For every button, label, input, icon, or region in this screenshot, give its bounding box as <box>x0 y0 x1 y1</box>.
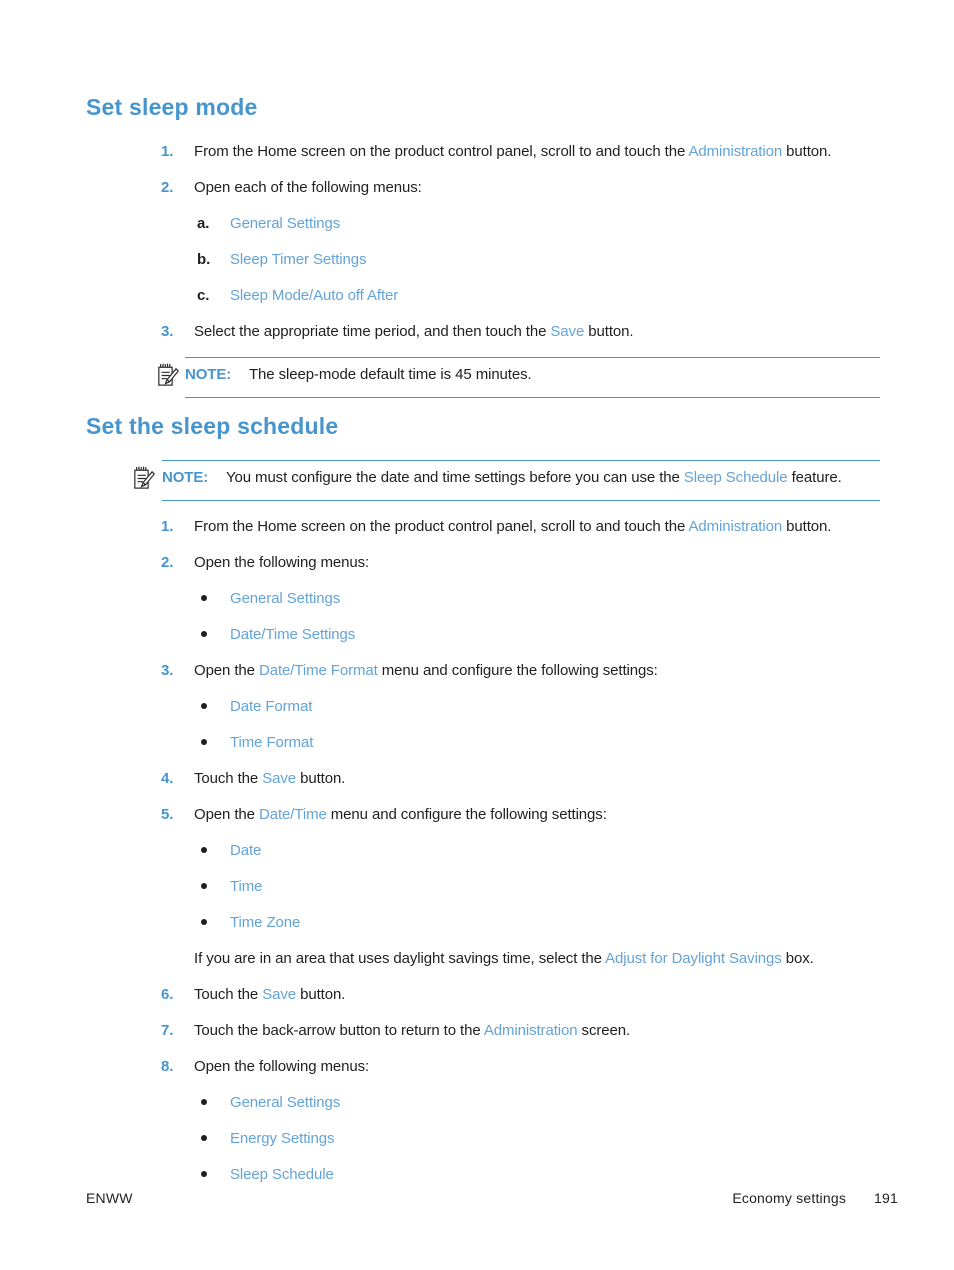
numbered-step <box>161 552 880 573</box>
text-run: Touch the back-arrow button to return to the <box>194 1022 484 1039</box>
bullet-text <box>230 732 880 753</box>
text-run: Open each of the following menus: <box>194 179 422 196</box>
text-run: Open the following menus: <box>194 1058 370 1075</box>
text-run: Open the <box>194 806 259 823</box>
step-text <box>194 660 880 681</box>
text-run: Touch the <box>194 986 263 1003</box>
text-run: button. <box>584 323 634 340</box>
bullet-icon <box>201 883 207 889</box>
bullet-item <box>198 624 880 645</box>
lettered-substep <box>197 213 880 234</box>
bullet-cell <box>198 912 230 925</box>
bullet-item <box>198 840 880 861</box>
bullet-text <box>230 1092 880 1113</box>
bullet-cell <box>198 696 230 709</box>
note-label: NOTE: <box>185 366 232 383</box>
bullet-cell <box>198 876 230 889</box>
inline-link[interactable]: Date/Time Format <box>258 662 378 679</box>
inline-link[interactable]: Administration <box>483 1022 578 1039</box>
inline-link[interactable]: Save <box>262 770 297 787</box>
bullet-text <box>230 696 880 717</box>
step-text <box>194 804 880 825</box>
text-run: Touch the <box>194 770 263 787</box>
bullet-icon <box>201 631 207 637</box>
section-blocks <box>86 460 880 1185</box>
numbered-step <box>161 321 880 342</box>
substep-text <box>230 213 880 234</box>
bullet-cell <box>198 1164 230 1177</box>
step-text <box>194 552 880 573</box>
substep-letter: c. <box>197 287 210 304</box>
footer-page-number: 191 <box>874 1190 898 1206</box>
text-run: From the Home screen on the product control panel, scroll to and touch the <box>194 143 689 160</box>
page-footer <box>86 1190 898 1206</box>
text-run: screen. <box>577 1022 631 1039</box>
numbered-step <box>161 516 880 537</box>
footer-section-name: Economy settings <box>732 1190 847 1206</box>
note-body <box>185 357 880 398</box>
step-text <box>194 984 880 1005</box>
substep-text <box>230 285 880 306</box>
inline-link[interactable]: General Settings <box>230 1094 341 1111</box>
step-text <box>194 768 880 789</box>
bullet-icon <box>201 739 207 745</box>
bullet-cell <box>198 840 230 853</box>
numbered-step <box>161 141 880 162</box>
paragraph <box>194 948 880 969</box>
footer-enww: ENWW <box>86 1190 133 1206</box>
inline-link[interactable]: Administration <box>688 518 783 535</box>
inline-link[interactable]: Administration <box>688 143 783 160</box>
bullet-item <box>198 1128 880 1149</box>
bullet-text <box>230 1164 880 1185</box>
step-text <box>194 321 880 342</box>
note-icon <box>157 357 185 395</box>
step-text <box>194 177 880 198</box>
inline-link[interactable]: Sleep Mode/Auto off After <box>230 287 399 304</box>
substep-text <box>230 249 880 270</box>
substep-letter: a. <box>197 215 210 232</box>
step-text <box>194 1020 880 1041</box>
step-number: 1. <box>161 143 174 160</box>
text-run: If you are in an area that uses daylight savings time, select the <box>194 950 606 967</box>
bullet-item <box>198 696 880 717</box>
bullet-item <box>198 1164 880 1185</box>
inline-link[interactable]: General Settings <box>230 590 341 607</box>
inline-link[interactable]: Save <box>262 986 297 1003</box>
text-run: Open the <box>194 662 259 679</box>
text-run: button. <box>782 143 832 160</box>
numbered-step <box>161 1020 880 1041</box>
step-number: 7. <box>161 1022 174 1039</box>
step-text <box>194 1056 880 1077</box>
step-number: 6. <box>161 986 174 1003</box>
bullet-cell <box>198 588 230 601</box>
bullet-icon <box>201 919 207 925</box>
inline-link[interactable]: Save <box>550 323 585 340</box>
bullet-cell <box>198 1128 230 1141</box>
text-run: From the Home screen on the product control panel, scroll to and touch the <box>194 518 689 535</box>
inline-link[interactable]: Adjust for Daylight Savings <box>605 950 782 967</box>
note-body <box>162 460 880 501</box>
inline-link[interactable]: Time <box>230 878 263 895</box>
bullet-icon <box>201 847 207 853</box>
inline-link[interactable]: General Settings <box>230 215 341 232</box>
text-run: button. <box>296 770 346 787</box>
bullet-icon <box>201 1099 207 1105</box>
note-callout <box>133 460 880 501</box>
numbered-step <box>161 984 880 1005</box>
bullet-item <box>198 912 880 933</box>
inline-link[interactable]: Date Format <box>230 698 313 715</box>
bullet-item <box>198 732 880 753</box>
section-title: Set sleep mode <box>86 94 258 120</box>
numbered-step <box>161 1056 880 1077</box>
document-section <box>86 94 880 398</box>
bullet-text <box>230 912 880 933</box>
inline-link[interactable]: Sleep Schedule <box>230 1166 334 1183</box>
bullet-text <box>230 876 880 897</box>
step-number: 8. <box>161 1058 174 1075</box>
bullet-icon <box>201 703 207 709</box>
inline-link[interactable]: Time Format <box>230 734 314 751</box>
note-text <box>249 366 532 383</box>
bullet-item <box>198 588 880 609</box>
lettered-substep <box>197 249 880 270</box>
step-number: 3. <box>161 662 174 679</box>
bullet-text <box>230 624 880 645</box>
bullet-cell <box>198 1092 230 1105</box>
numbered-step <box>161 177 880 198</box>
step-number: 4. <box>161 770 174 787</box>
inline-link[interactable]: Date/Time <box>258 806 327 823</box>
numbered-step <box>161 804 880 825</box>
footer-right <box>732 1190 898 1206</box>
paragraph-text <box>194 950 814 967</box>
bullet-icon <box>201 1135 207 1141</box>
inline-link[interactable]: Sleep Timer Settings <box>230 251 367 268</box>
lettered-substep <box>197 285 880 306</box>
text-run: You must configure the date and time settings before you can use the <box>225 469 684 486</box>
step-text <box>194 516 880 537</box>
step-number: 2. <box>161 179 174 196</box>
step-text <box>194 141 880 162</box>
section-title: Set the sleep schedule <box>86 413 339 439</box>
numbered-step <box>161 660 880 681</box>
inline-link[interactable]: Time Zone <box>230 914 301 931</box>
inline-link[interactable]: Energy Settings <box>230 1130 335 1147</box>
text-run: menu and configure the following settings: <box>326 806 607 823</box>
text-run: feature. <box>787 469 842 486</box>
bullet-item <box>198 876 880 897</box>
step-number: 5. <box>161 806 174 823</box>
bullet-item <box>198 1092 880 1113</box>
numbered-step <box>161 768 880 789</box>
step-number: 3. <box>161 323 174 340</box>
bullet-text <box>230 588 880 609</box>
note-label: NOTE: <box>162 469 209 486</box>
section-blocks <box>86 141 880 398</box>
note-text <box>226 469 842 486</box>
text-run: button. <box>782 518 832 535</box>
substep-letter: b. <box>197 251 211 268</box>
step-number: 1. <box>161 518 174 535</box>
inline-link[interactable]: Date <box>230 842 262 859</box>
bullet-icon <box>201 595 207 601</box>
text-run: Open the following menus: <box>194 554 370 571</box>
document-section <box>86 413 880 1185</box>
text-run: menu and configure the following settings: <box>377 662 658 679</box>
bullet-icon <box>201 1171 207 1177</box>
text-run: Select the appropriate time period, and then touch the <box>194 323 551 340</box>
note-callout <box>157 357 880 398</box>
text-run: box. <box>781 950 814 967</box>
bullet-cell <box>198 624 230 637</box>
inline-link[interactable]: Date/Time Settings <box>230 626 356 643</box>
inline-link[interactable]: Sleep Schedule <box>683 469 788 486</box>
bullet-text <box>230 840 880 861</box>
step-number: 2. <box>161 554 174 571</box>
text-run: button. <box>296 986 346 1003</box>
text-run: The sleep-mode default time is 45 minutes. <box>248 366 532 383</box>
note-icon <box>133 460 162 498</box>
bullet-cell <box>198 732 230 745</box>
bullet-text <box>230 1128 880 1149</box>
